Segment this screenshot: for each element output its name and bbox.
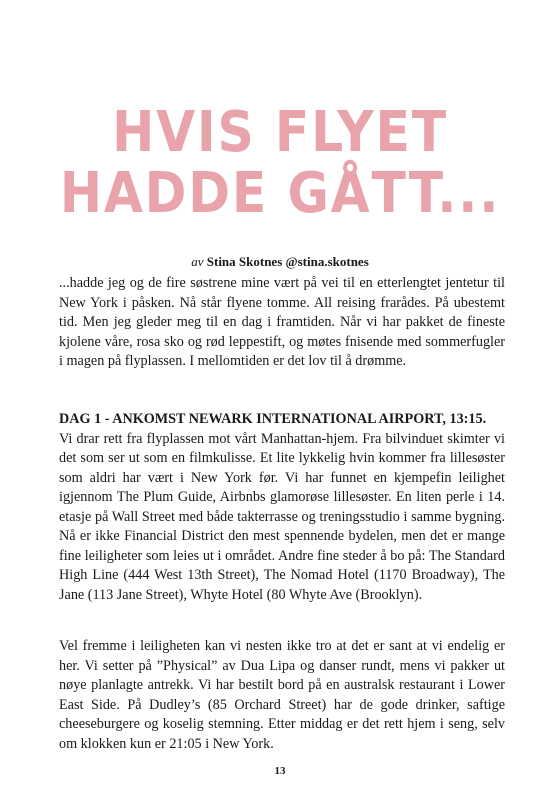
article-title	[28, 102, 532, 224]
intro-paragraph: ...hadde jeg og de fire søstrene mine vært på vei til en etterlengtet jentetur til New York i påsken. Nå står flyene tomme. All reising frarådes. På ubestemt tid. Men jeg gleder meg til en dag i framtiden. Når vi har pakket de fineste kjolene våre, rosa sko og rød leppestift, og møtes fnisende med sommerfugler i magen på flyplassen. I mellomtiden er det lov til å drømme.	[59, 275, 505, 369]
title-line-2: HADDE GÅTT...	[59, 161, 501, 226]
day1-section	[59, 410, 505, 605]
day1-paragraph: Vi drar rett fra flyplassen mot vårt Manhattan-hjem. Fra bilvinduet skimter vi det som ser ut som en filmkulisse. Et lite lykkelig hvin kommer fra lillesøster som aldri har vært i New York før. Vi har funnet en kjempefin leilighet igjennom The Plum Guide, Airbnbs glamorøse lillesøster. En liten perle i 14. etasje på Wall Street med både takterrasse og treningsstudio i samme bygning. Nå er ikke Financial District den mest spennende bydelen, men det er mange fine leiligheter som leies ut i området. Andre fine steder å bo på: The Standard High Line (444 West 13th Street), The Nomad Hotel (1170 Broadway), The Jane (113 Jane Street), Whyte Hotel (80 Whyte Ave (Brooklyn).	[59, 430, 505, 603]
evening-paragraph: Vel fremme i leiligheten kan vi nesten ikke tro at det er sant at vi endelig er her. Vi setter på ”Physical” av Dua Lipa og danser rundt, mens vi pakker ut nøye planlagte antrekk. Vi har bestilt bord på en australsk restaurant i Lower East Side. På Dudley’s (85 Orchard Street) har de gode drinker, saftige cheeseburgere og koselig stemning. Etter middag er det rett hjem i seng, selv om klokken kun er 21:05 i New York.	[59, 638, 505, 752]
page-number: 13	[274, 765, 286, 777]
title-line-1: HVIS FLYET	[112, 100, 448, 165]
byline	[0, 254, 560, 270]
day1-heading: DAG 1 - ANKOMST NEWARK INTERNATIONAL AIRPORT, 13:15.	[59, 411, 487, 427]
byline-prefix: av	[191, 254, 204, 269]
byline-author: Stina Skotnes @stina.skotnes	[206, 254, 369, 269]
